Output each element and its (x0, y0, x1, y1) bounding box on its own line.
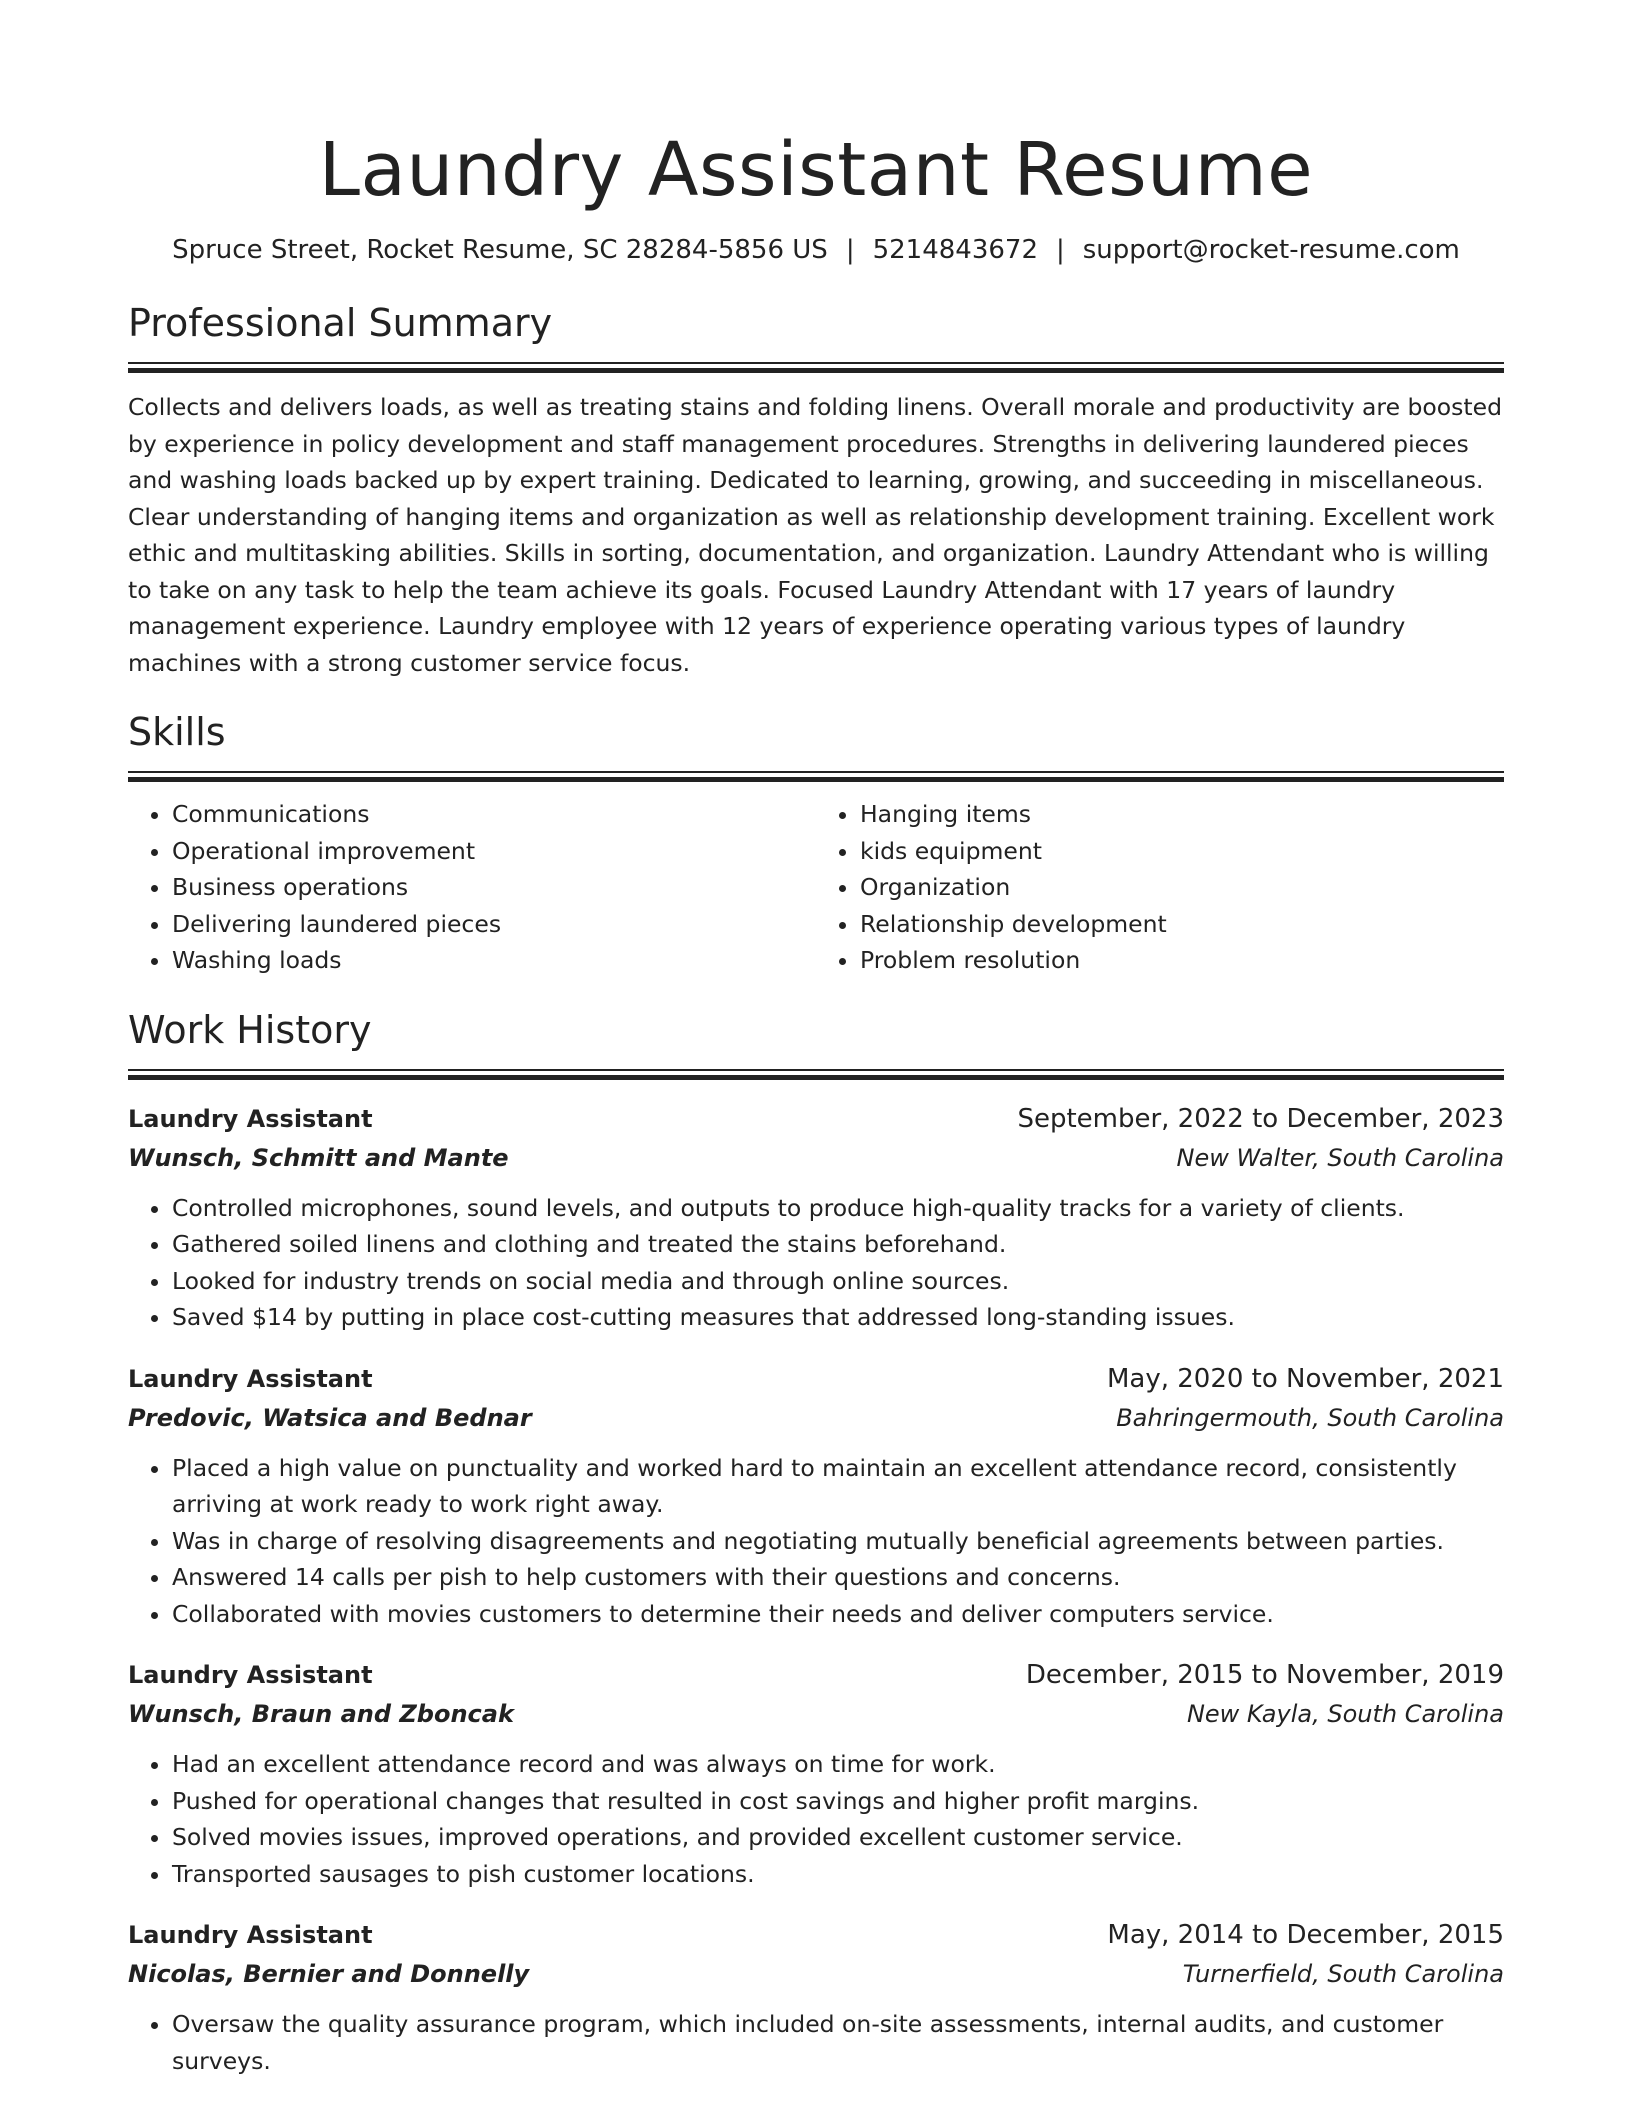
job-title: Laundry Assistant (128, 1921, 373, 1949)
job-bullets (128, 1746, 1504, 1892)
job-company-row (128, 1954, 1504, 1994)
job-company-row (128, 1138, 1504, 1178)
job-location: Bahringermouth, South Carolina (1116, 1403, 1504, 1432)
summary-text: Collects and delivers loads, as well as treating stains and folding linens. Overall morale and productivity are boosted by experience in policy development and staff management procedures. Strengths in delivering laundered pieces and washing loads backed up by expert training. Dedicated to learning, growing, and succeeding in miscellaneous. Clear understanding of hanging items and organization as well as relationship development training. Excellent work ethic and multitasking abilities. Skills in sorting, documentation, and organization. Laundry Attendant who is willing to take on any task to help the team achieve its goals. Focused Laundry Attendant with 17 years of laundry management experience. Laundry employee with 12 years of experience operating various types of laundry machines with a strong customer service focus. (128, 393, 1503, 677)
job-bullet: • Had an excellent attendance record and was always on time for work. (172, 1746, 1504, 1783)
summary-section (128, 298, 1504, 681)
contact-email: support@rocket-resume.com (1082, 235, 1460, 265)
skills-list-left (128, 796, 816, 979)
section-divider (128, 362, 1504, 375)
skills-list-right (816, 796, 1504, 979)
job-dates: May, 2014 to December, 2015 (1107, 1920, 1504, 1950)
skill-item: • kids equipment (860, 833, 1504, 870)
job-title: Laundry Assistant (128, 1104, 373, 1133)
contact-separator: | (1056, 235, 1065, 265)
skill-item: • Hanging items (860, 796, 1504, 833)
section-divider (128, 771, 1504, 784)
job-dates: December, 2015 to November, 2019 (1025, 1660, 1504, 1690)
job-location: Turnerfield, South Carolina (1182, 1960, 1504, 1988)
contact-phone: 5214843672 (872, 235, 1038, 265)
job-bullet: • Answered 14 calls per pish to help customers with their questions and concerns. (172, 1559, 1504, 1596)
job-company-row (128, 1398, 1504, 1438)
job-bullets (128, 1450, 1504, 1633)
skills-section (128, 707, 1504, 979)
job-title: Laundry Assistant (128, 1661, 373, 1689)
contact-line (128, 232, 1504, 268)
job-bullet: • Collaborated with movies customers to determine their needs and deliver computers service. (172, 1596, 1504, 1633)
skill-item: • Communications (172, 796, 816, 833)
skill-item: • Delivering laundered pieces (172, 906, 816, 943)
work-history-heading: Work History (128, 1007, 372, 1052)
job-location: New Kayla, South Carolina (1186, 1700, 1504, 1728)
job-bullet: • Solved movies issues, improved operations, and provided excellent customer service. (172, 1819, 1504, 1856)
job-entry (128, 1916, 1504, 2079)
job-entry (128, 1100, 1504, 1336)
resume-page (128, 0, 1504, 2079)
skill-item: • Problem resolution (860, 942, 1504, 979)
job-bullet: • Saved $14 by putting in place cost-cutting measures that addressed long-standing issues. (172, 1299, 1504, 1336)
job-bullet: • Controlled microphones, sound levels, and outputs to produce high-quality tracks for a variety of clients. (172, 1190, 1504, 1227)
skill-item: • Organization (860, 869, 1504, 906)
skills-columns (128, 796, 1504, 979)
work-history-section (128, 1005, 1504, 2080)
job-header-row (128, 1360, 1504, 1398)
job-company: Wunsch, Schmitt and Mante (128, 1143, 509, 1172)
job-company-row (128, 1694, 1504, 1734)
document-title: Laundry Assistant Resume (318, 127, 1314, 213)
job-company: Nicolas, Bernier and Donnelly (128, 1960, 530, 1988)
job-bullet: • Was in charge of resolving disagreements and negotiating mutually beneficial agreements between parties. (172, 1523, 1504, 1560)
job-entry (128, 1656, 1504, 1892)
section-divider (128, 1069, 1504, 1082)
skill-item: • Washing loads (172, 942, 816, 979)
job-bullets (128, 1190, 1504, 1336)
job-bullet: • Oversaw the quality assurance program, which included on-site assessments, internal audits, and customer surveys. (172, 2006, 1504, 2079)
job-bullet: • Looked for industry trends on social media and through online sources. (172, 1263, 1504, 1300)
job-location: New Walter, South Carolina (1176, 1143, 1504, 1172)
job-dates: September, 2022 to December, 2023 (1017, 1103, 1504, 1134)
job-entry (128, 1360, 1504, 1633)
job-bullets (128, 2006, 1504, 2079)
contact-address: Spruce Street, Rocket Resume, SC 28284-5856 US (172, 235, 828, 265)
skill-item: • Business operations (172, 869, 816, 906)
job-header-row (128, 1656, 1504, 1694)
job-company: Wunsch, Braun and Zboncak (128, 1700, 514, 1728)
skills-heading: Skills (128, 710, 226, 754)
skill-item: • Relationship development (860, 906, 1504, 943)
job-company: Predovic, Watsica and Bednar (128, 1403, 532, 1432)
job-dates: May, 2020 to November, 2021 (1106, 1363, 1504, 1394)
job-bullet: • Transported sausages to pish customer locations. (172, 1856, 1504, 1893)
contact-separator: | (845, 235, 855, 265)
summary-heading: Professional Summary (128, 301, 553, 345)
job-bullet: • Pushed for operational changes that resulted in cost savings and higher profit margins. (172, 1783, 1504, 1820)
job-header-row (128, 1916, 1504, 1954)
job-header-row (128, 1100, 1504, 1138)
job-bullet: • Placed a high value on punctuality and worked hard to maintain an excellent attendance record, consistently arriving at work ready to work right away. (172, 1450, 1504, 1523)
skill-item: • Operational improvement (172, 833, 816, 870)
job-bullet: • Gathered soiled linens and clothing and treated the stains beforehand. (172, 1226, 1504, 1263)
job-title: Laundry Assistant (128, 1364, 373, 1393)
